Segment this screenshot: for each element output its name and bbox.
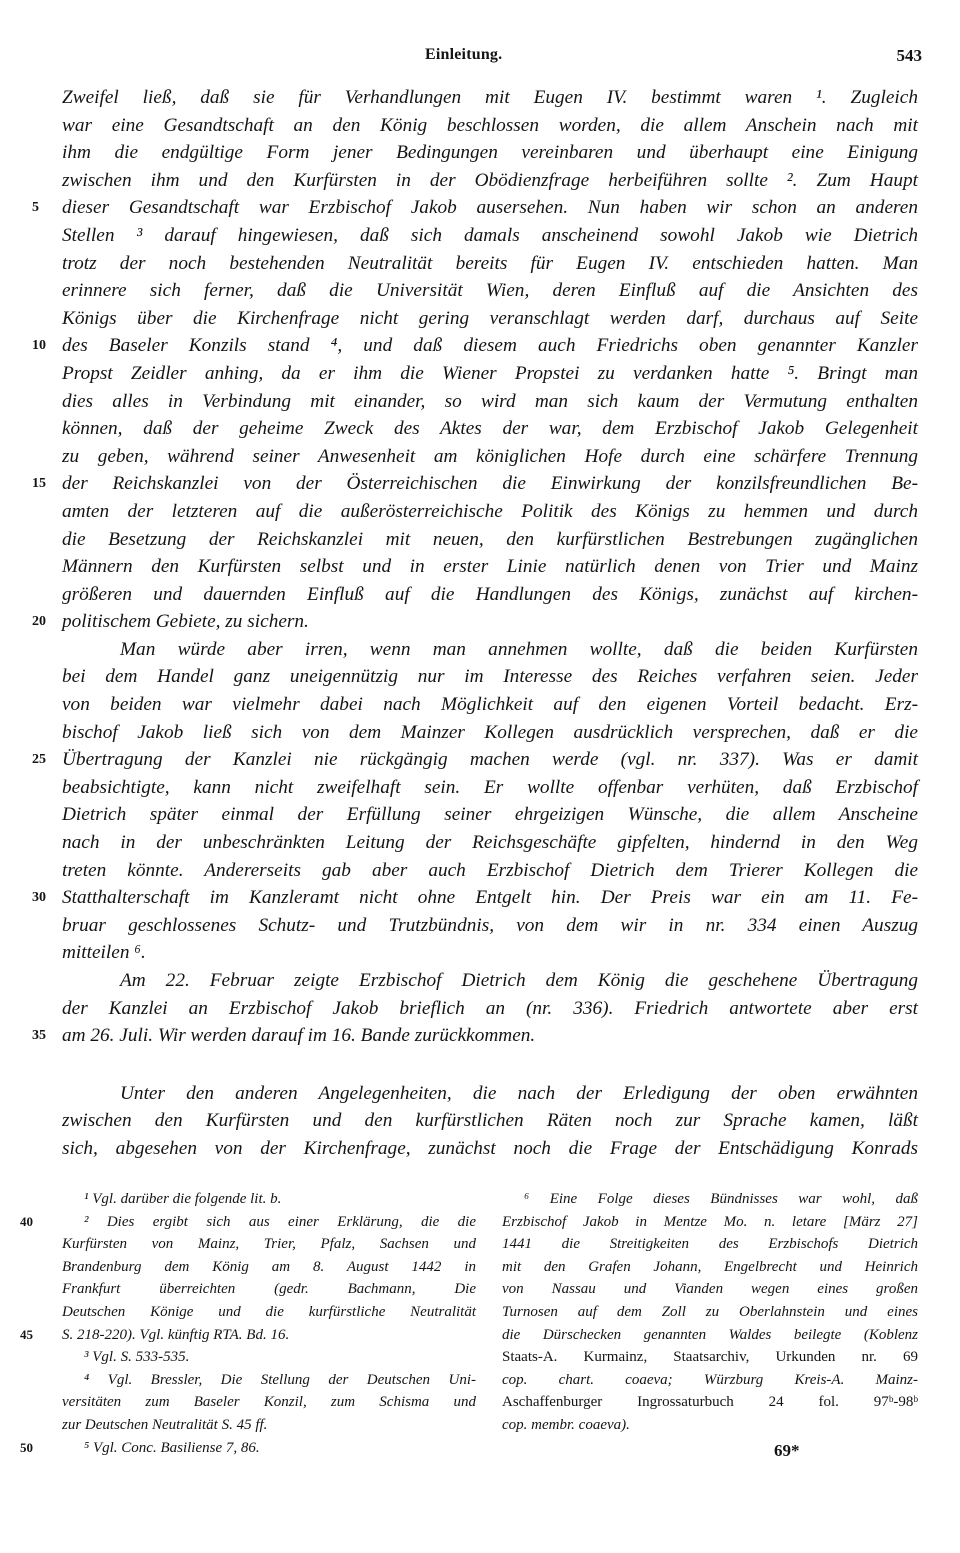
line-text: politischem Gebiete, zu sichern. bbox=[62, 611, 309, 633]
line-text: Propst Zeidler anhing, da er ihm die Wiener Propstei zu verdanken hatte ⁵. Bringt man bbox=[62, 362, 918, 384]
footnote-line bbox=[62, 1414, 476, 1437]
line-text: cop. membr. coaeva). bbox=[502, 1416, 630, 1433]
line-text: war eine Gesandtschaft an den König beschlossen worden, die allem Anschein nach mit bbox=[62, 114, 918, 136]
text-line bbox=[62, 774, 918, 802]
text-line bbox=[32, 470, 918, 498]
footnote-line bbox=[502, 1211, 918, 1234]
margin-line-number: 45 bbox=[20, 1326, 33, 1342]
page-number: 543 bbox=[896, 46, 922, 65]
text-line bbox=[62, 277, 918, 305]
text-line bbox=[32, 884, 918, 912]
text-line bbox=[62, 857, 918, 885]
line-text: Frankfurt überreichten (gedr. Bachmann, Die bbox=[62, 1281, 476, 1298]
footnote-line bbox=[502, 1233, 918, 1256]
line-text: versitäten zum Baseler Konzil, zum Schisma und bbox=[62, 1394, 476, 1411]
line-text: ³ Vgl. S. 533-535. bbox=[84, 1349, 190, 1366]
line-text: Deutschen Könige und die kurfürstliche Neutralität bbox=[62, 1303, 476, 1320]
line-text: 1441 die Streitigkeiten des Erzbischofs Dietrich bbox=[502, 1236, 918, 1253]
line-text: Kurfürsten von Mainz, Trier, Pfalz, Sachsen und bbox=[62, 1236, 476, 1253]
footnote-line bbox=[62, 1301, 476, 1324]
footnote-line bbox=[20, 1211, 476, 1234]
line-text: amten der letzteren auf die außerösterreichische Politik des Königs zu hemmen und durch bbox=[62, 500, 918, 522]
running-head bbox=[0, 46, 960, 70]
text-line bbox=[32, 746, 918, 774]
text-line bbox=[62, 222, 918, 250]
footnote-line bbox=[20, 1324, 476, 1347]
line-text: ¹ Vgl. darüber die folgende lit. b. bbox=[84, 1191, 282, 1207]
line-text: Stellen ³ darauf hingewiesen, daß sich damals anscheinend sowohl Jakob wie Dietrich bbox=[62, 224, 918, 246]
footnote-line bbox=[62, 1233, 476, 1256]
text-line bbox=[62, 636, 918, 664]
line-text: treten könnte. Andererseits gab aber auch Erzbischof Dietrich dem Trierer Kollegen die bbox=[62, 859, 918, 881]
line-text: Turnosen auf dem Zoll zu Oberlahnstein und eines bbox=[502, 1303, 918, 1320]
line-text: ⁶ Eine Folge dieses Bündnisses war wohl, daß bbox=[524, 1191, 918, 1207]
line-text: ihm die endgültige Form jener Bedingungen vereinbaren und überhaupt eine Einigung bbox=[62, 142, 918, 164]
line-text: Unter den anderen Angelegenheiten, die nach der Erledigung der oben erwähnten bbox=[120, 1082, 918, 1104]
footnote-line bbox=[502, 1188, 918, 1211]
footnote-line bbox=[502, 1301, 918, 1324]
line-text: der Kanzlei an Erzbischof Jakob brieflich an (nr. 336). Friedrich antwortete aber erst bbox=[62, 997, 918, 1019]
line-text: ² Dies ergibt sich aus einer Erklärung, die die bbox=[84, 1213, 476, 1230]
text-line bbox=[32, 194, 918, 222]
line-text: S. 218-220). Vgl. künftig RTA. Bd. 16. bbox=[62, 1326, 290, 1343]
line-text: ⁴ Vgl. Bressler, Die Stellung der Deutschen Uni- bbox=[84, 1371, 476, 1388]
footnote-line bbox=[20, 1437, 476, 1460]
line-text: beabsichtigte, kann nicht zweifelhaft sein. Er wollte offenbar verhüten, daß Erzbischof bbox=[62, 776, 918, 798]
line-text: dies alles in Verbindung mit einander, so wird man sich kaum der Vermutung enthalten bbox=[62, 390, 918, 412]
text-line bbox=[62, 250, 918, 278]
footnote-line bbox=[502, 1369, 918, 1392]
line-text: Brandenburg dem König am 8. August 1442 in bbox=[62, 1258, 476, 1275]
line-text: mitteilen ⁶. bbox=[62, 942, 146, 964]
line-text: Männern den Kurfürsten selbst und in erster Linie natürlich denen von Trier und Mainz bbox=[62, 556, 918, 578]
text-line bbox=[62, 1135, 918, 1163]
line-text: Aschaffenburger Ingrossaturbuch 24 fol. 97ᵇ-98ᵇ bbox=[502, 1394, 918, 1411]
line-text: Zweifel ließ, daß sie für Verhandlungen mit Eugen IV. bestimmt waren ¹. Zugleich bbox=[62, 87, 918, 108]
text-line bbox=[62, 498, 918, 526]
footnote-line bbox=[502, 1346, 918, 1369]
margin-line-number: 50 bbox=[20, 1439, 33, 1455]
footnote-line bbox=[62, 1346, 476, 1369]
text-line bbox=[62, 167, 918, 195]
footnote-line bbox=[502, 1256, 918, 1279]
footnote-line bbox=[62, 1391, 476, 1414]
margin-line-number: 40 bbox=[20, 1213, 33, 1229]
text-line bbox=[62, 139, 918, 167]
line-text: dieser Gesandtschaft war Erzbischof Jakob ausersehen. Nun haben wir schon an anderen bbox=[62, 197, 918, 219]
line-text: zu geben, während seiner Anwesenheit am königlichen Hofe durch eine schärfere Trennung bbox=[62, 445, 918, 467]
line-text: Übertragung der Kanzlei nie rückgängig machen werde (vgl. nr. 337). Was er damit bbox=[62, 749, 918, 771]
line-text: von beiden war vielmehr dabei nach Möglichkeit auf den eigenen Vorteil bedacht. Erz- bbox=[62, 694, 918, 716]
line-text: zwischen ihm und den Kurfürsten in der Obödienzfrage herbeiführen sollte ². Zum Haupt bbox=[62, 169, 918, 191]
line-text: von Nassau und Vianden wegen eines großen bbox=[502, 1281, 918, 1298]
line-text: zwischen den Kurfürsten und den kurfürstlichen Räten noch zur Sprache kamen, läßt bbox=[62, 1110, 918, 1132]
footnotes-left-column bbox=[20, 1188, 476, 1459]
text-line bbox=[62, 995, 918, 1023]
line-text: Staats-A. Kurmainz, Staatsarchiv, Urkunden nr. 69 bbox=[502, 1349, 918, 1366]
text-line bbox=[32, 332, 918, 360]
line-text: Man würde aber irren, wenn man annehmen wollte, daß die beiden Kurfürsten bbox=[120, 638, 918, 660]
text-line bbox=[62, 553, 918, 581]
text-line bbox=[62, 719, 918, 747]
line-text: zur Deutschen Neutralität S. 45 ff. bbox=[62, 1416, 268, 1433]
text-line bbox=[62, 801, 918, 829]
text-line bbox=[32, 608, 918, 636]
text-line bbox=[62, 691, 918, 719]
margin-line-number: 30 bbox=[32, 890, 46, 906]
margin-line-number: 35 bbox=[32, 1028, 46, 1044]
footnote-line bbox=[62, 1188, 476, 1211]
line-text: sich, abgesehen von der Kirchenfrage, zunächst noch die Frage der Entschädigung Konrads bbox=[62, 1137, 918, 1159]
margin-line-number: 10 bbox=[32, 338, 46, 354]
line-text: des Baseler Konzils stand ⁴, und daß diesem auch Friedrichs oben genannter Kanzler bbox=[62, 335, 918, 357]
line-text: cop. chart. coaeva; Würzburg Kreis-A. Mainz- bbox=[502, 1371, 918, 1388]
text-line bbox=[62, 415, 918, 443]
line-text: bei dem Handel ganz uneigennützig nur im Interesse des Reiches verfahren seien. Jeder bbox=[62, 666, 918, 688]
line-text: ⁵ Vgl. Conc. Basiliense 7, 86. bbox=[84, 1439, 260, 1456]
margin-line-number: 5 bbox=[32, 200, 39, 216]
text-line bbox=[62, 829, 918, 857]
text-line bbox=[62, 526, 918, 554]
footnotes-right-column bbox=[502, 1188, 918, 1437]
line-text: am 26. Juli. Wir werden darauf im 16. Bande zurückkommen. bbox=[62, 1025, 536, 1047]
footnote-line bbox=[62, 1369, 476, 1392]
margin-line-number: 15 bbox=[32, 476, 46, 492]
line-text: können, daß der geheime Zweck des Aktes der war, dem Erzbischof Jakob Gelegenheit bbox=[62, 418, 918, 440]
line-text: bruar geschlossenes Schutz- und Trutzbündnis, von dem wir in nr. 334 einen Auszug bbox=[62, 914, 918, 936]
line-text: Erzbischof Jakob in Mentze Mo. n. letare [März 27] bbox=[502, 1213, 918, 1230]
text-line bbox=[62, 112, 918, 140]
text-line bbox=[62, 1080, 918, 1108]
line-text: nach in der unbeschränkten Leitung der Reichsgeschäfte gipfelten, hindernd in den Weg bbox=[62, 832, 918, 854]
page-header-title: Einleitung. bbox=[425, 46, 503, 63]
line-text: der Reichskanzlei von der Österreichischen die Einwirkung der konzilsfreundlichen Be- bbox=[62, 473, 918, 495]
footnote-line bbox=[502, 1324, 918, 1347]
line-text: Am 22. Februar zeigte Erzbischof Dietrich dem König die geschehene Übertragung bbox=[120, 970, 918, 991]
text-line bbox=[62, 443, 918, 471]
line-text: Statthalterschaft im Kanzleramt nicht ohne Entgelt hin. Der Preis war ein am 11. Fe- bbox=[62, 887, 918, 909]
printer-signature-mark: 69* bbox=[774, 1441, 800, 1460]
line-text: erinnere sich ferner, daß die Universität Wien, deren Einfluß auf die Ansichten des bbox=[62, 280, 918, 302]
text-line bbox=[62, 967, 918, 995]
text-line bbox=[62, 663, 918, 691]
text-line bbox=[62, 84, 918, 112]
text-line bbox=[62, 1107, 918, 1135]
margin-line-number: 20 bbox=[32, 614, 46, 630]
margin-line-number: 25 bbox=[32, 752, 46, 768]
paragraph-gap bbox=[62, 1050, 918, 1080]
line-text: die Dürschecken genannten Waldes beilegte (Koblenz bbox=[502, 1326, 918, 1343]
line-text: größeren und dauernden Einfluß auf die Handlungen des Königs, zunächst auf kirchen- bbox=[62, 583, 918, 605]
line-text: mit den Grafen Johann, Engelbrecht und Heinrich bbox=[502, 1258, 918, 1275]
text-line bbox=[62, 581, 918, 609]
footnote-line bbox=[502, 1414, 918, 1437]
text-line bbox=[62, 388, 918, 416]
footnote-line bbox=[502, 1391, 918, 1414]
footnote-line bbox=[62, 1256, 476, 1279]
text-line bbox=[62, 939, 918, 967]
line-text: Königs über die Kirchenfrage nicht gering veranschlagt werden darf, durchaus auf Seite bbox=[62, 307, 918, 329]
line-text: Dietrich später einmal der Erfüllung seiner ehrgeizigen Wünsche, die allem Anscheine bbox=[62, 804, 918, 826]
text-line bbox=[62, 912, 918, 940]
text-line bbox=[62, 360, 918, 388]
line-text: die Besetzung der Reichskanzlei mit neuen, den kurfürstlichen Bestrebungen zugänglichen bbox=[62, 528, 918, 550]
footnote-line bbox=[62, 1278, 476, 1301]
text-line bbox=[62, 305, 918, 333]
footnote-line bbox=[502, 1278, 918, 1301]
line-text: trotz der noch bestehenden Neutralität bereits für Eugen IV. entschieden hatten. Man bbox=[62, 252, 918, 274]
main-text bbox=[32, 84, 918, 1163]
text-line bbox=[32, 1022, 918, 1050]
line-text: bischof Jakob ließ sich von dem Mainzer Kollegen ausdrücklich versprechen, daß er die bbox=[62, 721, 918, 743]
